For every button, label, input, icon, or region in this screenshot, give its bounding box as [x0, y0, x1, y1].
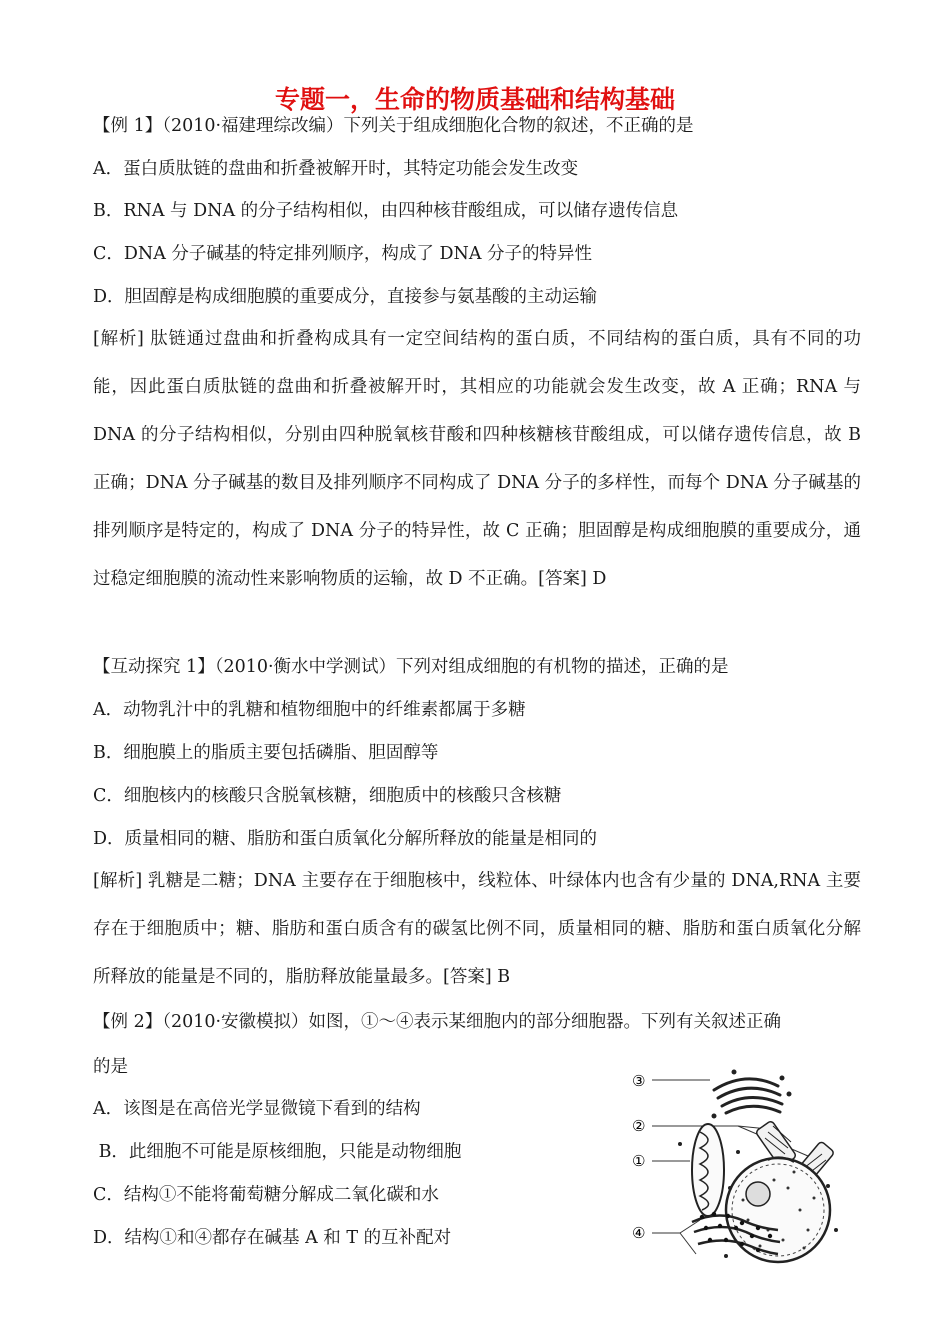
- inter-1-option-c: C．细胞核内的核酸只含脱氧核糖，细胞质中的核酸只含核糖: [93, 786, 562, 806]
- example-2-option-b: B．此细胞不可能是原核细胞，只能是动物细胞: [93, 1142, 462, 1162]
- inter-1-option-d: D．质量相同的糖、脂肪和蛋白质氧化分解所释放的能量是相同的: [93, 829, 598, 849]
- figure-label-3: ③: [632, 1072, 646, 1090]
- example-2-option-a: A．该图是在高倍光学显微镜下看到的结构: [93, 1099, 421, 1119]
- example-2-option-d: D．结构①和④都存在碱基 A 和 T 的互补配对: [93, 1228, 452, 1248]
- example-2-option-c: C．结构①不能将葡萄糖分解成二氧化碳和水: [93, 1185, 439, 1205]
- inter-1-analysis: [解析] 乳糖是二糖；DNA 主要存在于细胞核中，线粒体、叶绿体内也含有少量的 DNA,RNA 主要存在于细胞质中；糖、脂肪和蛋白质含有的碳氢比例不同，质量相同的糖、脂肪和蛋白质氧化分解所释放的能量是不同的，脂肪释放能量最多。[答案] B: [93, 871, 861, 987]
- inter-1-option-a: A．动物乳汁中的乳糖和植物细胞中的纤维素都属于多糖: [93, 700, 526, 720]
- figure-label-2: ②: [632, 1117, 646, 1135]
- cell-organelle-figure: [618, 1060, 856, 1282]
- figure-label-1: ①: [632, 1152, 646, 1170]
- figure-label-4: ④: [632, 1224, 646, 1242]
- inter-1-option-b: B．细胞膜上的脂质主要包括磷脂、胆固醇等: [93, 743, 439, 763]
- example-1-analysis: [解析] 肽链通过盘曲和折叠构成具有一定空间结构的蛋白质，不同结构的蛋白质，具有不同的功能，因此蛋白质肽链的盘曲和折叠被解开时，其相应的功能就会发生改变，故 A 正确；RNA 与 DNA 的分子结构相似，分别由四种脱氧核苷酸和四种核糖核苷酸组成，可以储存遗传信息，故 B 正确；DNA 分子碱基的数目及排列顺序不同构成了 DNA 分子的多样性，而每个 DNA 分子碱基的排列顺序是特定的，构成了 DNA 分子的特异性，故 C 正确；胆固醇是构成细胞膜的重要成分，通过稳定细胞膜的流动性来影响物质的运输，故 D 不正确。[答案] D: [93, 329, 861, 589]
- example-1-option-c: C．DNA 分子碱基的特定排列顺序，构成了 DNA 分子的特异性: [93, 244, 593, 264]
- inter-1-question: 【互动探究 1】（2010·衡水中学测试）下列对组成细胞的有机物的描述，正确的是: [93, 657, 729, 677]
- example-1-question: 【例 1】（2010·福建理综改编）下列关于组成细胞化合物的叙述，不正确的是: [93, 116, 694, 136]
- example-2-question-line1: 【例 2】（2010·安徽模拟）如图，①～④表示某细胞内的部分细胞器。下列有关叙述正确: [93, 1012, 782, 1032]
- example-2-question-line2: 的是: [93, 1057, 128, 1077]
- page-title: 专题一，生命的物质基础和结构基础: [274, 85, 675, 114]
- example-1-option-d: D．胆固醇是构成细胞膜的重要成分，直接参与氨基酸的主动运输: [93, 287, 598, 307]
- example-1-option-a: A．蛋白质肽链的盘曲和折叠被解开时，其特定功能会发生改变: [93, 159, 579, 179]
- example-1-option-b: B．RNA 与 DNA 的分子结构相似，由四种核苷酸组成，可以储存遗传信息: [93, 201, 679, 221]
